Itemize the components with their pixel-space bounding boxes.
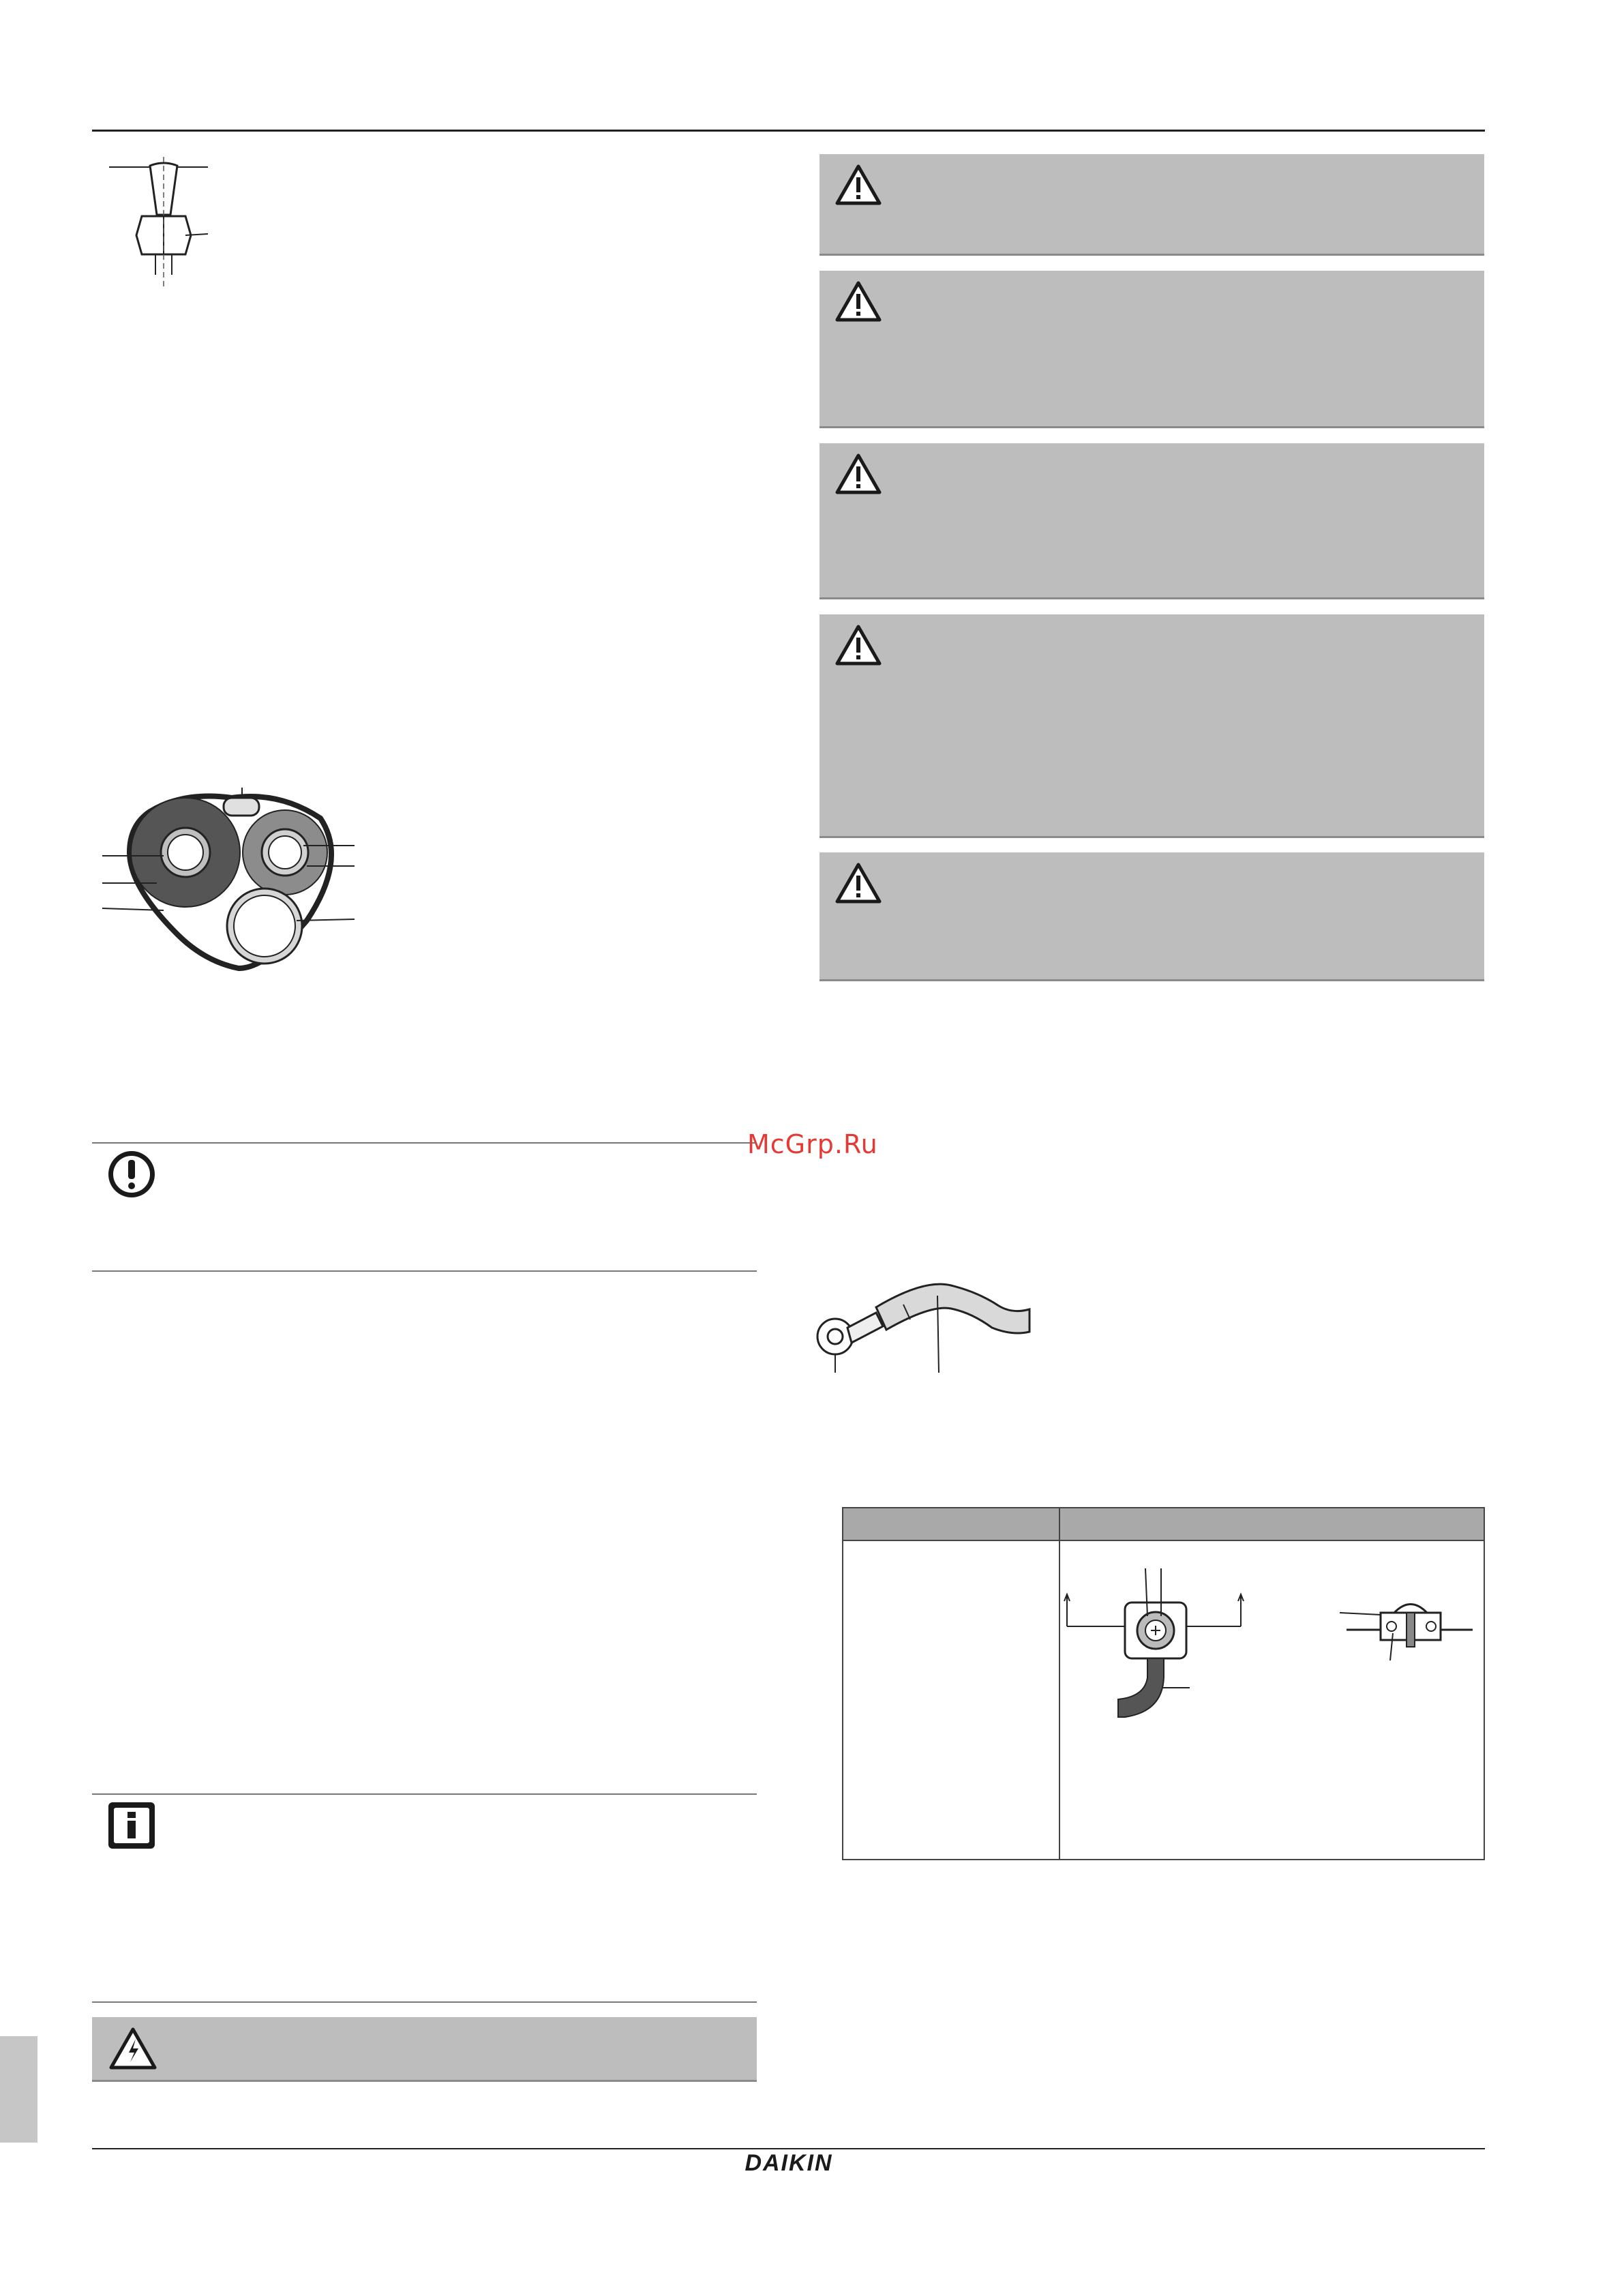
earth-screw-figure (1060, 1541, 1483, 1725)
electric-hazard-icon (108, 2027, 157, 2070)
table-row (843, 1540, 1484, 1860)
notice-top-rule (92, 1142, 757, 1144)
info-top-rule (92, 1793, 757, 1795)
ring-terminal-wire-figure (808, 1265, 1047, 1374)
pipe-bundle-figure (102, 777, 361, 975)
warning-triangle-icon (834, 862, 882, 904)
table-cell (843, 1540, 1059, 1860)
caution-box-5 (819, 852, 1484, 981)
caution-box-4 (819, 614, 1484, 838)
info-icon (106, 1800, 157, 1851)
electric-hazard-box (92, 2017, 757, 2082)
page-side-tab (0, 2036, 37, 2143)
table-header-cell (1059, 1508, 1484, 1540)
watermark: McGrp.Ru (747, 1129, 878, 1159)
header-rule (92, 130, 1485, 132)
flare-nut-figure (102, 153, 218, 290)
table-header-row (843, 1508, 1484, 1540)
footer-rule (92, 2148, 1485, 2149)
daikin-logo: DAIKIN (745, 2150, 833, 2176)
notice-bottom-rule (92, 1270, 757, 1272)
earth-connection-table (842, 1507, 1485, 1860)
warning-triangle-icon (834, 624, 882, 666)
info-bottom-rule (92, 2001, 757, 2003)
caution-box-2 (819, 271, 1484, 428)
warning-triangle-icon (834, 453, 882, 495)
warning-triangle-icon (834, 280, 882, 323)
exclamation-circle-icon (106, 1149, 157, 1199)
caution-box-1 (819, 154, 1484, 256)
table-cell (1059, 1540, 1484, 1860)
caution-box-3 (819, 443, 1484, 599)
warning-triangle-icon (834, 164, 882, 206)
table-header-cell (843, 1508, 1059, 1540)
